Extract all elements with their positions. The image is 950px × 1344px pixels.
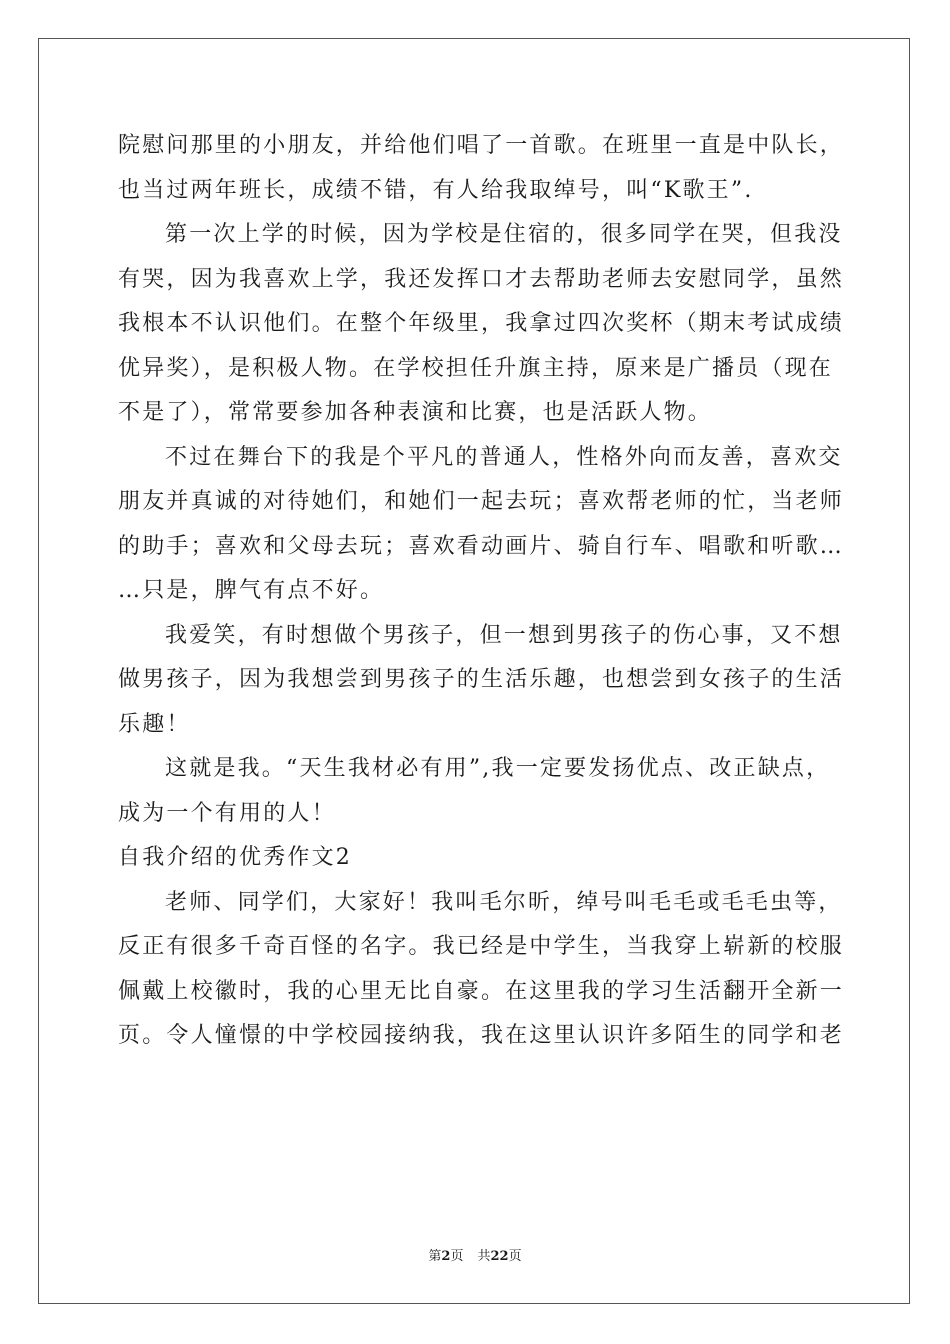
text-line: 我根本不认识他们。在整个年级里，我拿过四次奖杯（期末考试成绩	[118, 311, 845, 336]
text-line: 乐趣！	[118, 711, 191, 737]
text-line: 这就是我。“天生我材必有用”,我一定要发扬优点、改正缺点，	[165, 756, 831, 781]
text-line: 老师、同学们，大家好！我叫毛尔昕，绰号叫毛毛或毛毛虫等，	[165, 889, 843, 915]
text-line: 佩戴上校徽时，我的心里无比自豪。在这里我的学习生活翻开全新一	[118, 978, 845, 1004]
text-line: 第一次上学的时候，因为学校是住宿的，很多同学在哭，但我没	[165, 222, 843, 247]
total-pages: 22	[490, 1249, 509, 1264]
text-line: 优异奖），是积极人物。在学校担任升旗主持，原来是广播员（现在	[118, 355, 834, 381]
page-footer	[0, 1245, 950, 1264]
text-line: 不过在舞台下的我是个平凡的普通人，性格外向而友善，喜欢交	[165, 444, 843, 470]
text-line: 院慰问那里的小朋友，并给他们唱了一首歌。在班里一直是中队长，	[118, 133, 845, 158]
text-line: 的助手；喜欢和父母去玩；喜欢看动画片、骑自行车、唱歌和听歌…	[118, 533, 845, 559]
text-line: 朋友并真诚的对待她们，和她们一起去玩；喜欢帮老师的忙，当老师	[118, 489, 845, 514]
page-suffix: 页	[450, 1249, 464, 1264]
page-prefix: 第	[428, 1249, 442, 1264]
text-line: 成为一个有用的人！	[118, 800, 336, 826]
text-line: …只是，脾气有点不好。	[118, 578, 385, 603]
total-suffix: 页	[508, 1249, 522, 1264]
text-line: 页。令人憧憬的中学校园接纳我，我在这里认识许多陌生的同学和老	[118, 1023, 845, 1048]
total-prefix: 共	[477, 1249, 491, 1264]
text-line: 也当过两年班长，成绩不错，有人给我取绰号，叫“K歌王”.	[118, 177, 754, 203]
text-line: 做男孩子，因为我想尝到男孩子的生活乐趣，也想尝到女孩子的生活	[118, 667, 845, 692]
text-line: 不是了），常常要参加各种表演和比赛，也是活跃人物。	[118, 400, 713, 425]
text-line: 有哭，因为我喜欢上学，我还发挥口才去帮助老师去安慰同学，虽然	[118, 266, 845, 292]
text-line: 我爱笑，有时想做个男孩子，但一想到男孩子的伤心事，又不想	[165, 622, 843, 648]
text-line: 自我介绍的优秀作文2	[118, 845, 352, 870]
document-body	[118, 124, 845, 1059]
text-line: 反正有很多千奇百怪的名字。我已经是中学生，当我穿上崭新的校服	[118, 934, 845, 959]
page-number: 2	[441, 1249, 451, 1264]
